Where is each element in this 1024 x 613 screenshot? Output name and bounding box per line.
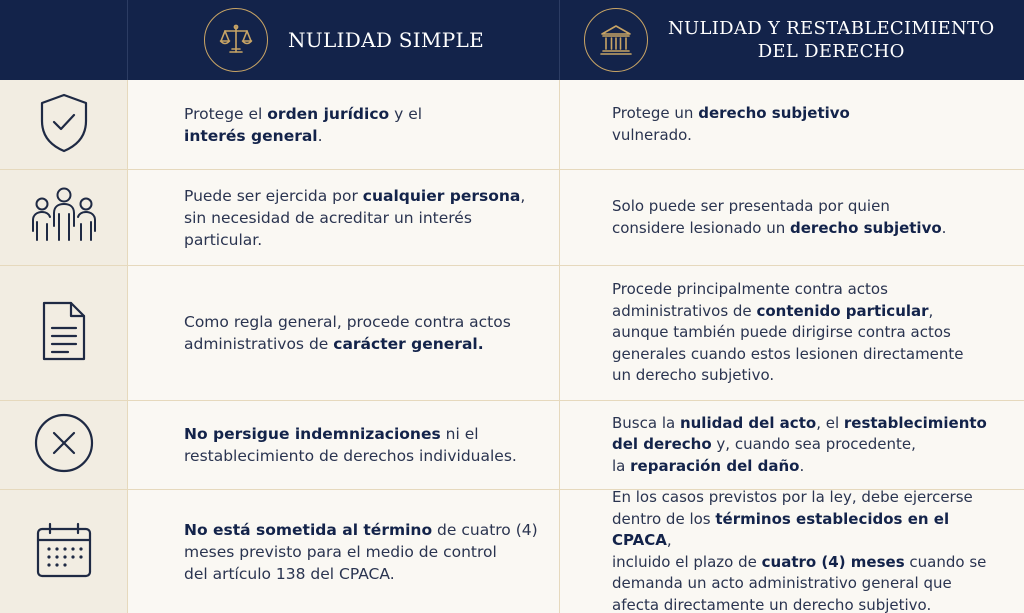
bold-text-run: interés general	[184, 126, 318, 145]
row-4-restablecimiento-text	[612, 413, 987, 478]
text-run: En los casos previstos por la ley, debe ejercerse	[612, 488, 973, 506]
row-icon-cell	[0, 266, 128, 400]
row-4-nulidad-simple-text	[184, 423, 517, 467]
table-row	[0, 80, 1024, 170]
table-header	[0, 0, 1024, 80]
bold-text-run: restablecimiento	[843, 413, 987, 432]
text-run: considere lesionado un	[612, 218, 791, 237]
bold-text-run: términos establecidos en el CPACA	[612, 509, 950, 549]
text-run: meses previsto para el medio de control	[184, 542, 497, 561]
bold-text-run: carácter general.	[333, 335, 484, 353]
text-run: ,	[666, 531, 672, 549]
text-run: Protege el	[184, 104, 268, 123]
x-circle-icon	[33, 412, 95, 478]
row-icon-cell	[0, 170, 128, 265]
text-run: Puede ser ejercida por	[184, 186, 363, 205]
row-2-restablecimiento-text	[612, 196, 946, 239]
row-icon-cell	[0, 401, 128, 489]
header-title-nulidad-restablecimiento	[668, 17, 994, 64]
text-run: cuando se	[904, 552, 987, 571]
table-row	[0, 266, 1024, 401]
table-row	[0, 170, 1024, 266]
text-run: Protege un	[612, 104, 699, 122]
text-run: un derecho subjetivo.	[612, 366, 775, 385]
text-run: ,	[520, 186, 526, 205]
text-run: y el	[389, 104, 423, 123]
table-row	[0, 401, 1024, 490]
courthouse-icon	[584, 8, 648, 72]
text-run: administrativos de	[612, 301, 757, 320]
bold-text-run: cuatro (4) meses	[761, 552, 905, 571]
row-5-restablecimiento-text	[612, 487, 1010, 613]
text-run: y, cuando sea procedente,	[711, 435, 916, 454]
text-run: de cuatro (4)	[432, 520, 538, 539]
bold-text-run: No está sometida al término	[184, 520, 433, 539]
table-row	[0, 490, 1024, 613]
bold-text-run: derecho subjetivo	[698, 104, 850, 122]
text-run: administrativos de	[184, 335, 334, 353]
bold-text-run: nulidad del acto	[679, 413, 817, 432]
text-run: generales cuando estos lesionen directamente	[612, 344, 964, 363]
row-5-nulidad-simple-text	[184, 519, 538, 585]
row-1-nulidad-simple-text	[184, 103, 422, 147]
text-run: .	[799, 456, 805, 475]
text-run: .	[941, 218, 947, 237]
text-run: aunque también puede dirigirse contra actos	[612, 323, 951, 342]
header-title-line1: NULIDAD Y RESTABLECIMIENTO	[668, 17, 995, 39]
document-icon	[38, 299, 90, 367]
bold-text-run: orden jurídico	[267, 104, 390, 123]
text-run: restablecimiento de derechos individuales.	[184, 447, 517, 465]
bold-text-run: reparación del daño	[630, 456, 800, 475]
bold-text-run: derecho subjetivo	[790, 218, 942, 237]
text-run: Solo puede ser presentada por quien	[612, 197, 890, 215]
header-title-nulidad-simple: NULIDAD SIMPLE	[288, 28, 485, 52]
scales-icon	[204, 8, 268, 72]
text-run: sin necesidad de acreditar un interés	[184, 208, 472, 227]
text-run: Como regla general, procede contra actos	[184, 313, 511, 331]
row-icon-cell	[0, 80, 128, 169]
header-title-line2: DEL DERECHO	[757, 41, 905, 62]
text-run: particular.	[184, 230, 263, 249]
text-run: demanda un acto administrativo general que	[612, 574, 952, 592]
text-run: dentro de los	[612, 509, 716, 528]
text-run: .	[317, 126, 323, 145]
text-run: , el	[816, 413, 844, 432]
text-run: afecta directamente un derecho subjetivo.	[612, 595, 932, 613]
text-run: ni el	[440, 425, 479, 443]
calendar-icon	[34, 520, 94, 584]
bold-text-run: del derecho	[612, 435, 712, 454]
row-3-nulidad-simple-text	[184, 311, 511, 355]
text-run: del artículo 138 del CPACA.	[184, 564, 395, 583]
header-empty-cell	[0, 0, 128, 80]
text-run: incluido el plazo de	[612, 552, 762, 571]
text-run: vulnerado.	[612, 125, 692, 144]
text-run: ,	[928, 301, 934, 320]
row-2-nulidad-simple-text	[184, 185, 525, 251]
people-group-icon	[29, 186, 99, 250]
shield-check-icon	[36, 91, 92, 159]
text-run: Busca la	[612, 413, 680, 432]
bold-text-run: No persigue indemnizaciones	[184, 425, 441, 443]
row-3-restablecimiento-text	[612, 279, 964, 387]
bold-text-run: cualquier persona	[362, 186, 521, 205]
header-nulidad-simple	[128, 0, 560, 80]
row-icon-cell	[0, 490, 128, 613]
text-run: Procede principalmente contra actos	[612, 280, 888, 299]
row-1-restablecimiento-text	[612, 103, 850, 146]
bold-text-run: contenido particular	[756, 301, 929, 320]
text-run: la	[612, 456, 631, 475]
header-nulidad-restablecimiento	[560, 0, 1024, 80]
